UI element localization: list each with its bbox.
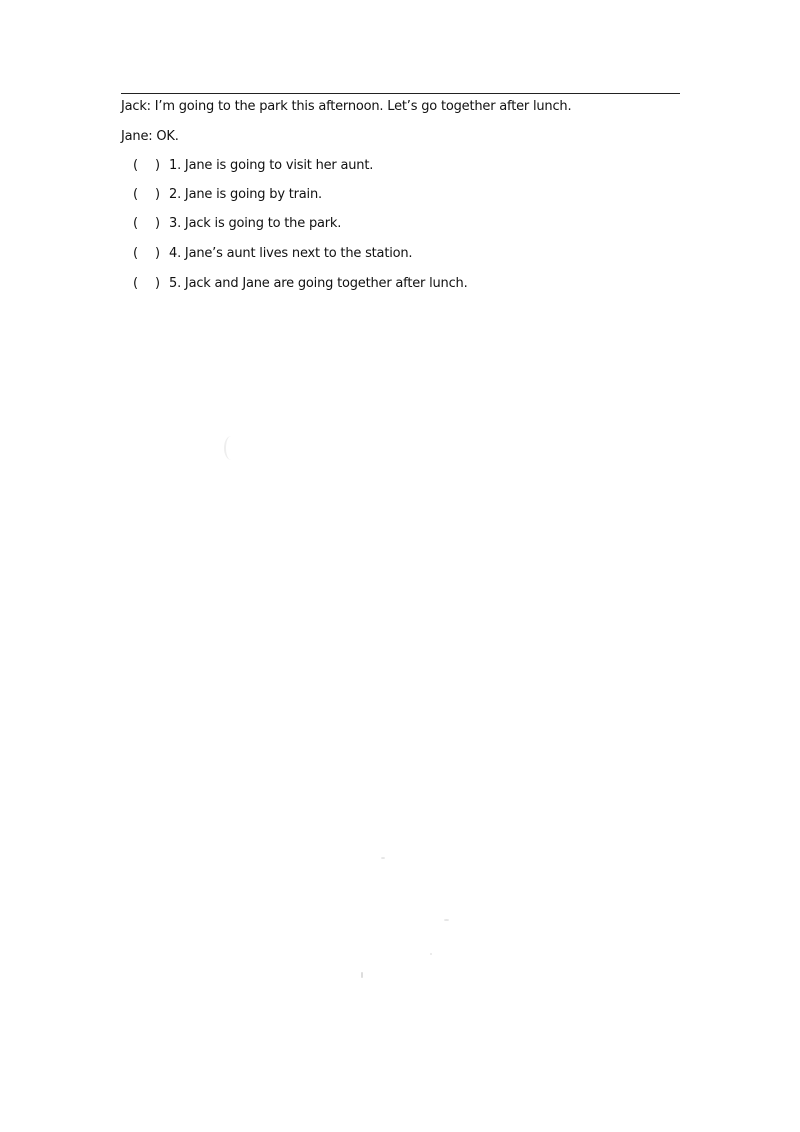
top-divider [121, 93, 680, 94]
dialog-line-jack: Jack: I’m going to the park this afternoon. Let’s go together after lunch. [121, 99, 572, 114]
open-paren: ( [133, 187, 138, 202]
close-paren: ) [155, 276, 160, 291]
question-2 [133, 187, 322, 203]
question-text: 3. Jack is going to the park. [169, 216, 342, 231]
open-paren: ( [133, 158, 138, 173]
scan-artifact [224, 436, 238, 460]
close-paren: ) [155, 187, 160, 202]
scan-artifact [361, 972, 363, 978]
question-text: 2. Jane is going by train. [169, 187, 322, 202]
question-5 [133, 276, 468, 292]
dialog-line-jane: Jane: OK. [121, 129, 179, 144]
question-text: 4. Jane’s aunt lives next to the station. [169, 246, 413, 261]
close-paren: ) [155, 158, 160, 173]
question-text: 5. Jack and Jane are going together after lunch. [169, 276, 468, 291]
scan-artifact [381, 857, 385, 859]
close-paren: ) [155, 216, 160, 231]
question-4 [133, 246, 412, 262]
question-text: 1. Jane is going to visit her aunt. [169, 158, 374, 173]
scan-artifact [430, 953, 432, 955]
open-paren: ( [133, 276, 138, 291]
open-paren: ( [133, 246, 138, 261]
question-3 [133, 216, 341, 232]
question-1 [133, 158, 373, 174]
scan-artifact [444, 919, 449, 921]
open-paren: ( [133, 216, 138, 231]
close-paren: ) [155, 246, 160, 261]
